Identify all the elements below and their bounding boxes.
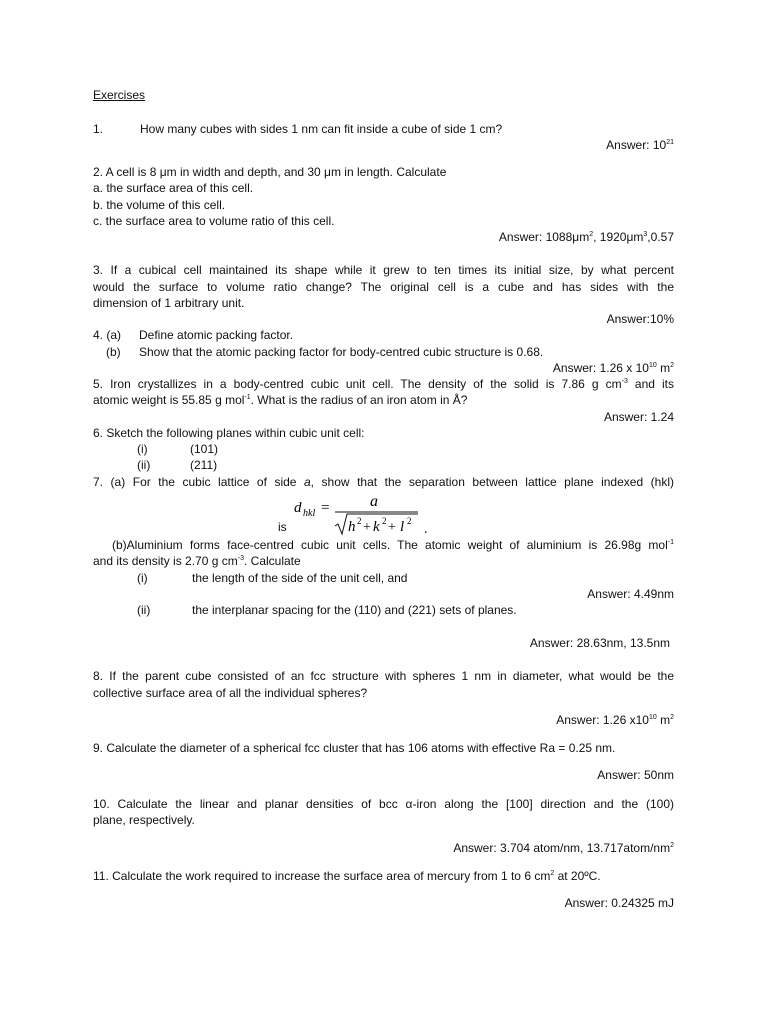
answer-text: , 1920μm	[593, 230, 644, 244]
text: and its density is 2.70 g cm	[93, 554, 238, 568]
formula-l: l	[400, 519, 405, 535]
formula-equals: =	[321, 500, 330, 516]
question-8-line-2: collective surface area of all the individual spheres?	[93, 686, 368, 700]
exponent: -1	[244, 394, 251, 401]
question-4a-text: Define atomic packing factor.	[139, 328, 294, 342]
answer-unit: m	[656, 713, 671, 727]
question-3-line-1: 3. If a cubical cell maintained its shape while it grew to ten times its initial size, by what percent	[93, 263, 674, 277]
formula-exp: 2	[407, 516, 412, 526]
question-3-line-3: dimension of 1 arbitrary unit.	[93, 296, 245, 310]
question-2-answer	[499, 229, 674, 245]
answer-text: Answer: 1.26 x10	[556, 713, 649, 727]
question-4b-text: Show that the atomic packing factor for body-centred cubic structure is 0.68.	[139, 345, 544, 359]
text: . What is the radius of an iron atom in Å?	[250, 393, 468, 407]
exponent: 21	[666, 139, 674, 146]
formula-exp: 2	[382, 516, 387, 526]
formula-exp: 2	[357, 516, 362, 526]
question-9-text: 9. Calculate the diameter of a spherical fcc cluster that has 106 atoms with effective Ra = 0.25 nm.	[93, 741, 616, 755]
question-11-text	[93, 868, 601, 884]
exponent: -3	[237, 555, 244, 562]
question-5-answer: Answer: 1.24	[603, 410, 674, 424]
text: 5. Iron crystallizes in a body-centred cubic unit cell. The density of the solid is 7.86 g cm	[93, 377, 622, 391]
exponent: 2	[589, 231, 594, 238]
question-4b-label: (b)	[106, 345, 121, 359]
question-7b-ii-label: (ii)	[137, 603, 151, 617]
question-3-answer: Answer:10%	[606, 312, 674, 326]
question-11-answer: Answer: 0.24325 mJ	[564, 896, 674, 910]
question-7b-line-1	[112, 537, 674, 553]
exponent: 2	[670, 842, 674, 849]
text: 7. (a) For the cubic lattice of side	[93, 475, 304, 489]
question-6-i-text: (101)	[190, 442, 219, 456]
question-7b-i-label: (i)	[137, 571, 148, 585]
question-7b-ii-answer: Answer: 28.63nm, 13.5nm	[529, 636, 670, 650]
formula-subscript: hkl	[303, 508, 316, 519]
exponent: -3	[621, 378, 628, 385]
variable: a	[303, 475, 311, 489]
question-10-line-2: plane, respectively.	[93, 813, 195, 827]
exponent: 3	[643, 231, 648, 238]
question-1-text: How many cubes with sides 1 nm can fit inside a cube of side 1 cm?	[140, 122, 503, 136]
question-5-line-1	[93, 376, 674, 392]
question-7b-i-text: the length of the side of the unit cell, and	[192, 571, 408, 585]
question-7a-line-1	[93, 474, 674, 490]
answer-text: ,0.57	[647, 230, 674, 244]
question-7b-i-answer: Answer: 4.49nm	[587, 587, 674, 601]
text: and its	[627, 377, 674, 391]
answer-text: Answer: 3.704 atom/nm, 13.717atom/nm	[453, 841, 671, 855]
question-10-line-1: 10. Calculate the linear and planar densities of bcc α-iron along the [100] direction and the (100)	[93, 797, 674, 811]
exponent: 10	[648, 362, 657, 369]
question-8-line-1: 8. If the parent cube consisted of an fcc structure with spheres 1 nm in diameter, what would be the	[93, 669, 674, 683]
question-10-answer	[453, 840, 674, 856]
question-8-answer	[556, 712, 674, 728]
text: at 20ºC.	[554, 869, 601, 883]
question-4-answer	[553, 360, 674, 376]
question-6-intro: 6. Sketch the following planes within cubic unit cell:	[93, 426, 365, 440]
question-2-part-b: b. the volume of this cell.	[93, 198, 226, 212]
text: , show that the separation between lattice plane indexed (hkl)	[310, 475, 674, 489]
text: atomic weight is 55.85 g mol	[93, 393, 245, 407]
exponent: 2	[550, 870, 555, 877]
answer-text: Answer: 1088μm	[498, 230, 590, 244]
question-6-i-label: (i)	[137, 442, 148, 456]
formula-graphic	[278, 489, 448, 539]
text: 11. Calculate the work required to increase the surface area of mercury from 1 to 6 cm	[93, 869, 551, 883]
text: . Calculate	[243, 554, 301, 568]
question-7b-ii-text: the interplanar spacing for the (110) and (221) sets of planes.	[192, 603, 517, 617]
formula-plus: +	[388, 520, 396, 535]
question-6-ii-label: (ii)	[137, 458, 151, 472]
formula-d: d	[294, 500, 302, 516]
exponent: 10	[648, 714, 657, 721]
formula-numerator: a	[370, 493, 378, 510]
exponent: -1	[667, 539, 674, 546]
question-3-line-2: would the surface to volume ratio change? The original cell is a cube and has sides with the	[93, 280, 674, 294]
interplanar-spacing-formula	[278, 489, 448, 539]
exponent: 2	[670, 362, 674, 369]
formula-period: .	[424, 522, 428, 537]
heading: Exercises	[93, 88, 146, 102]
formula-is-word: is	[278, 520, 287, 534]
question-9-answer: Answer: 50nm	[597, 768, 674, 782]
question-2-part-c: c. the surface area to volume ratio of this cell.	[93, 214, 335, 228]
text: (b)Aluminium forms face-centred cubic unit cells. The atomic weight of aluminium is 26.98g mol	[112, 538, 668, 552]
answer-text: Answer: 1.26 x 10	[552, 361, 649, 375]
formula-k: k	[373, 519, 380, 535]
question-1-number: 1.	[93, 122, 104, 136]
answer-unit: m	[656, 361, 671, 375]
question-7b-line-2	[93, 553, 301, 569]
question-2-part-a: a. the surface area of this cell.	[93, 181, 254, 195]
question-6-ii-text: (211)	[190, 458, 218, 472]
exponent: 2	[670, 714, 674, 721]
question-5-line-2	[93, 392, 467, 408]
formula-h: h	[348, 519, 356, 535]
question-2-intro: 2. A cell is 8 μm in width and depth, and 30 μm in length. Calculate	[93, 165, 447, 179]
question-4a-label: 4. (a)	[93, 328, 122, 342]
formula-plus: +	[363, 520, 371, 535]
answer-text: Answer: 10	[606, 138, 667, 152]
question-1-answer	[606, 137, 674, 153]
